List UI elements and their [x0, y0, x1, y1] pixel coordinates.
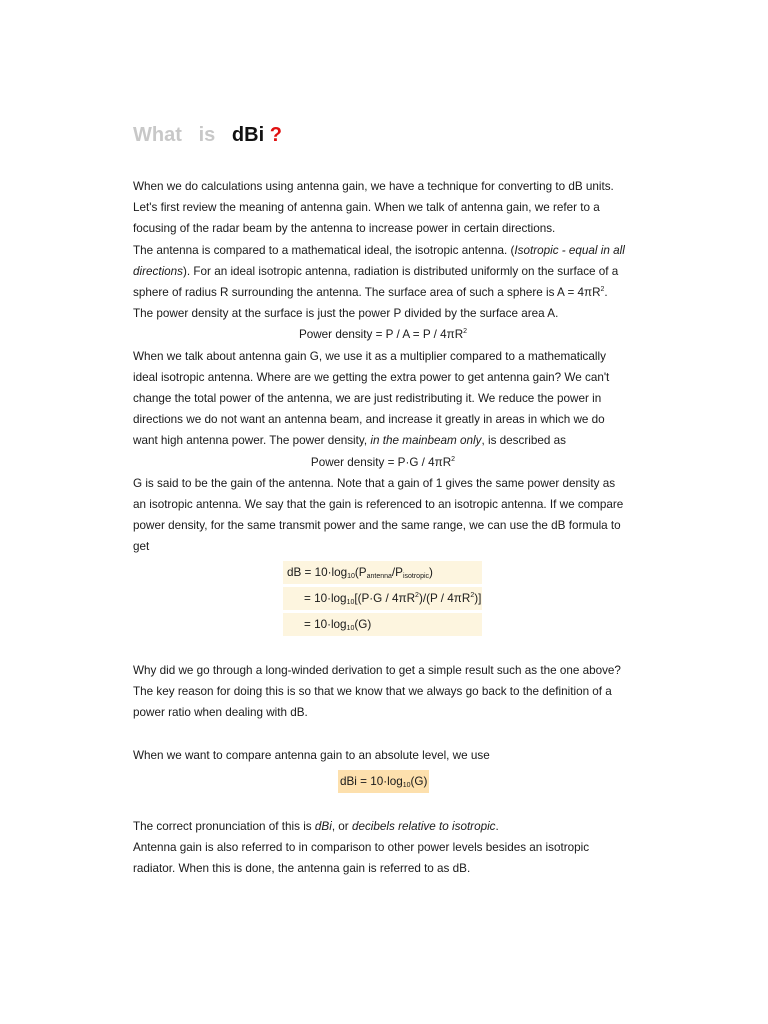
text-line: Why did we go through a long-winded derivation to get a simple result such as the one above? [133, 664, 621, 677]
text-line: change the total power of the antenna, we are just redistributing it. We reduce the power in [133, 392, 602, 406]
text-line: The power density at the surface is just the power P divided by the surface area A. [133, 307, 559, 321]
paragraph-compare [133, 745, 633, 766]
text-line: want high antenna power. The power density, in the mainbeam only, is described as [133, 434, 566, 448]
title-question-mark: ? [269, 124, 282, 146]
text-line: power ratio when dealing with dB. [133, 706, 308, 720]
db-derivation-formula [283, 561, 482, 639]
formula-power-density-isotropic: Power density = $P / A = P / 4\pi R^2$ [298, 328, 468, 342]
dbi-formula: dBi = $10\cdot\log_{10}(G)$ [338, 770, 429, 793]
paragraph-why [133, 660, 633, 724]
text-line: an isotropic antenna. We say that the gain is referenced to an isotropic antenna. If we compare [133, 498, 624, 512]
text-line: When we want to compare antenna gain to an absolute level, we use [133, 749, 490, 762]
title-is: is [198, 124, 216, 146]
text-line: sphere of radius R surrounding the antenna. The surface area of such a sphere is $A = 4\pi R^2$. [133, 286, 608, 300]
text-line: The correct pronunciation of this is dBi, or decibels relative to isotropic. [133, 820, 499, 833]
text-line: When we do calculations using antenna gain, we have a technique for converting to dB units. [133, 180, 614, 193]
text-line: power density, for the same transmit power and the same range, we can use the dB formula to [133, 519, 621, 533]
text-line: get [133, 540, 150, 554]
text-line: The antenna is compared to a mathematical ideal, the isotropic antenna. (Isotropic - equal in all [133, 243, 625, 257]
text-line: directions we do not want an antenna beam, and increase it greatly in areas in which we do [133, 413, 605, 427]
formula-power-density-gain: Power density = $P\cdot G / 4\pi R^2$ [310, 455, 456, 469]
paragraph-pronunciation [133, 816, 633, 880]
text-line: Let's first review the meaning of antenna gain. When we talk of antenna gain, we refer to a [133, 201, 600, 215]
text-line: The key reason for doing this is so that we know that we always go back to the definition of a [133, 685, 612, 699]
text-line: directions). For an ideal isotropic antenna, radiation is distributed uniformly on the surface of a [133, 264, 619, 278]
formula-row-3: = $10\cdot\log_{10}(G)$ [283, 613, 482, 636]
title-what: What [133, 124, 182, 146]
paragraph-intro [133, 176, 633, 558]
text-line: G is said to be the gain of the antenna. Note that a gain of 1 gives the same power density as [133, 476, 616, 490]
formula-row-1: dB = $10\cdot\log_{10}(P_{antenna}/P_{isotropic})$ [283, 561, 482, 584]
formula-row-2: = $10\cdot\log_{10}[(P\cdot G / 4\pi R^2)/(P / 4\pi R^2)]$ [283, 587, 482, 610]
text-line: Antenna gain is also referred to in comparison to other power levels besides an isotropic [133, 841, 590, 855]
text-line: ideal isotropic antenna. Where are we getting the extra power to get antenna gain? We can't [133, 370, 610, 384]
text-line: radiator. When this is done, the antenna gain is referred to as dB. [133, 862, 471, 876]
text-line: focusing of the radar beam by the antenna to increase power in certain directions. [133, 222, 556, 236]
page-title [133, 124, 282, 147]
text-line: When we talk about antenna gain G, we use it as a multiplier compared to a mathematically [133, 349, 606, 363]
title-term: dBi [231, 124, 265, 146]
